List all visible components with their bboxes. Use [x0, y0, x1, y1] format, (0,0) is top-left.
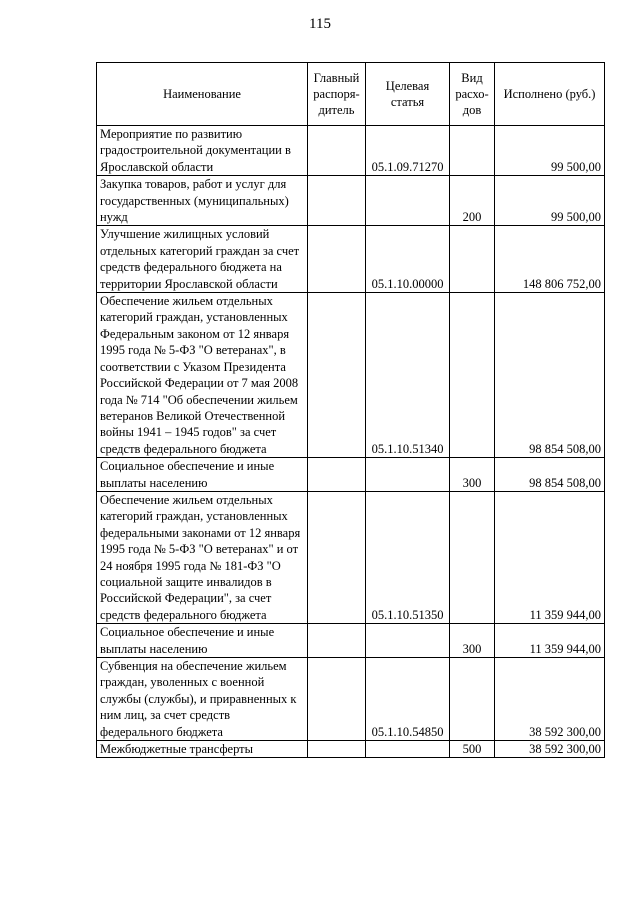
- row-amount: 11 359 944,00: [495, 624, 605, 658]
- row-amount: 38 592 300,00: [495, 658, 605, 741]
- row-amount: 98 854 508,00: [495, 458, 605, 492]
- row-name: Социальное обеспечение и иные выплаты населению: [97, 624, 308, 658]
- row-name: Закупка товаров, работ и услуг для государственных (муниципальных) нужд: [97, 176, 308, 226]
- table-row: [97, 458, 605, 492]
- row-article: 05.1.10.00000: [366, 226, 450, 293]
- row-article: [366, 741, 450, 758]
- row-name: Субвенция на обеспечение жильем граждан, уволенных с военной службы (службы), и приравненных к ним лиц, за счет средств федерального бюджета: [97, 658, 308, 741]
- row-name: Обеспечение жильем отдельных категорий граждан, установленных федеральными законами от 12 января 1995 года № 5-ФЗ "О ветеранах" и от 24 ноября 1995 года № 181-ФЗ "О социальной защите инвалидов в Российской Федерации", за счет средств федерального бюджета: [97, 491, 308, 623]
- row-admin: [308, 226, 366, 293]
- row-admin: [308, 658, 366, 741]
- header-admin: Главный распоря-дитель: [308, 63, 366, 126]
- row-amount: 98 854 508,00: [495, 293, 605, 458]
- row-article: [366, 624, 450, 658]
- row-type: [450, 658, 495, 741]
- row-name: Социальное обеспечение и иные выплаты населению: [97, 458, 308, 492]
- table-row: [97, 658, 605, 741]
- row-amount: 99 500,00: [495, 176, 605, 226]
- row-type: [450, 491, 495, 623]
- row-amount: 11 359 944,00: [495, 491, 605, 623]
- row-admin: [308, 624, 366, 658]
- row-amount: 99 500,00: [495, 126, 605, 176]
- row-name: Мероприятие по развитию градостроительной документации в Ярославской области: [97, 126, 308, 176]
- header-name: Наименование: [97, 63, 308, 126]
- table-row: [97, 741, 605, 758]
- row-admin: [308, 491, 366, 623]
- table-row: [97, 491, 605, 623]
- row-type: 500: [450, 741, 495, 758]
- table-row: [97, 176, 605, 226]
- header-article: Целевая статья: [366, 63, 450, 126]
- row-article: 05.1.09.71270: [366, 126, 450, 176]
- row-article: 05.1.10.54850: [366, 658, 450, 741]
- row-admin: [308, 293, 366, 458]
- table-row: [97, 624, 605, 658]
- budget-table: [96, 62, 605, 758]
- table-row: [97, 226, 605, 293]
- row-admin: [308, 741, 366, 758]
- row-type: 300: [450, 624, 495, 658]
- row-amount: 148 806 752,00: [495, 226, 605, 293]
- row-name: Обеспечение жильем отдельных категорий граждан, установленных Федеральным законом от 12 января 1995 года № 5-ФЗ "О ветеранах", в соответствии с Указом Президента Российской Федерации от 7 мая 2008 года № 714 "Об обеспечении жильем ветеранов Великой Отечественной войны 1941 – 1945 годов" за счет средств федерального бюджета: [97, 293, 308, 458]
- header-type: Вид расхо-дов: [450, 63, 495, 126]
- row-type: [450, 126, 495, 176]
- header-amount: Исполнено (руб.): [495, 63, 605, 126]
- row-type: [450, 226, 495, 293]
- row-type: 300: [450, 458, 495, 492]
- row-type: [450, 293, 495, 458]
- row-article: [366, 458, 450, 492]
- table-row: [97, 126, 605, 176]
- row-admin: [308, 458, 366, 492]
- row-article: 05.1.10.51350: [366, 491, 450, 623]
- row-name: Межбюджетные трансферты: [97, 741, 308, 758]
- table-header-row: [97, 63, 605, 126]
- row-article: [366, 176, 450, 226]
- row-admin: [308, 126, 366, 176]
- row-article: 05.1.10.51340: [366, 293, 450, 458]
- page-number: 115: [309, 16, 331, 32]
- table-row: [97, 293, 605, 458]
- row-name: Улучшение жилищных условий отдельных категорий граждан за счет средств федерального бюджета на территории Ярославской области: [97, 226, 308, 293]
- row-type: 200: [450, 176, 495, 226]
- row-amount: 38 592 300,00: [495, 741, 605, 758]
- row-admin: [308, 176, 366, 226]
